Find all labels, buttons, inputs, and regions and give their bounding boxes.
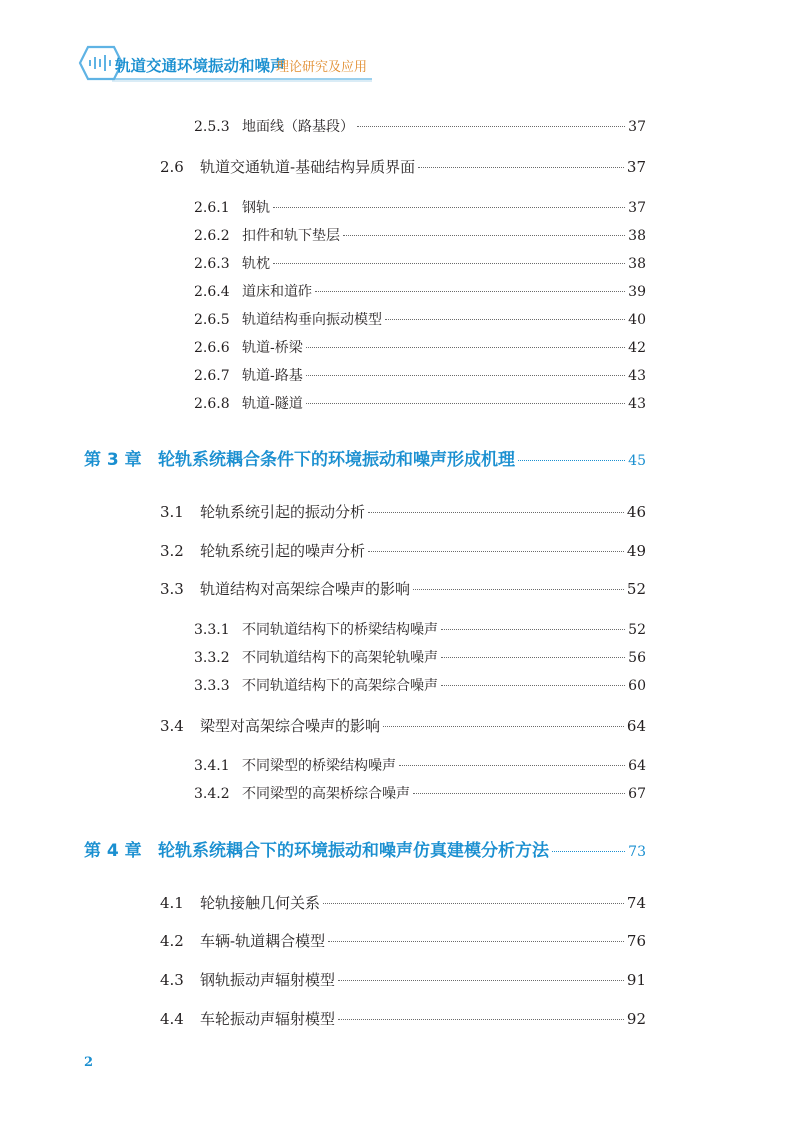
toc-entry[interactable] [194,337,646,361]
toc-entry-number: 3.3.1 [194,622,230,638]
toc-entry-page: 52 [626,580,646,598]
toc-entry[interactable] [160,578,646,602]
toc-dot-leader [328,941,624,942]
toc-entry-number: 3.2 [160,542,184,560]
toc-dot-leader [441,657,625,658]
toc-entry-title: 轨道-路基 [242,368,303,384]
toc-entry[interactable] [194,755,646,779]
toc-entry-number: 4.2 [160,932,184,950]
toc-dot-leader [338,980,624,981]
toc-entry-number: 2.6.6 [194,340,230,356]
toc-entry-number: 第 4 章 [84,841,142,861]
toc-dot-leader [418,167,624,168]
toc-entry-title: 钢轨 [242,200,270,216]
toc-entry-title: 梁型对高架综合噪声的影响 [200,717,381,735]
toc-entry[interactable] [194,783,646,807]
toc-entry-number: 3.3.2 [194,650,230,666]
toc-dot-leader [399,765,625,766]
toc-entry-title: 轨道结构对高架综合噪声的影响 [200,580,411,598]
toc-entry-title: 不同轨道结构下的桥梁结构噪声 [242,622,438,638]
toc-dot-leader [343,235,625,236]
toc-dot-leader [273,207,625,208]
toc-entry[interactable] [160,715,646,739]
toc-entry-title: 轨枕 [242,256,270,272]
toc-entry[interactable] [194,253,646,277]
toc-entry-number: 3.4 [160,717,184,735]
toc-dot-leader [385,319,625,320]
toc-entry-page: 64 [626,717,646,735]
toc-entry[interactable] [194,365,646,389]
toc-entry[interactable] [194,619,646,643]
toc-entry-title: 轮轨系统耦合下的环境振动和噪声仿真建模分析方法 [158,841,549,861]
toc-dot-leader [306,375,625,376]
toc-dot-leader [323,903,624,904]
toc-entry-title: 车辆-轨道耦合模型 [200,932,326,950]
page-number: 2 [84,1055,94,1070]
toc-entry-number: 2.5.3 [194,119,230,135]
toc-dot-leader [306,403,625,404]
toc-entry-number: 2.6.3 [194,256,230,272]
toc-chapter-entry[interactable] [84,836,646,860]
toc-entry-page: 40 [628,312,646,328]
toc-entry-page: 37 [628,200,646,216]
toc-entry-page: 67 [628,786,646,802]
toc-entry[interactable] [194,309,646,333]
toc-entry-number: 2.6 [160,158,184,176]
toc-entry-number: 3.3.3 [194,678,230,694]
toc-dot-leader [413,589,624,590]
toc-dot-leader [338,1019,624,1020]
toc-entry-page: 74 [626,894,646,912]
toc-entry[interactable] [160,501,646,525]
toc-entry[interactable] [194,393,646,417]
toc-dot-leader [368,551,624,552]
toc-entry-page: 60 [628,678,646,694]
toc-entry-page: 64 [628,758,646,774]
toc-dot-leader [413,793,625,794]
toc-entry-title: 不同轨道结构下的高架轮轨噪声 [242,650,438,666]
toc-entry-number: 4.1 [160,894,184,912]
toc-entry-page: 38 [628,256,646,272]
toc-entry-title: 轨道结构垂向振动模型 [242,312,382,328]
toc-entry-page: 39 [628,284,646,300]
toc-entry-title: 轨道-隧道 [242,396,303,412]
toc-dot-leader [306,347,625,348]
toc-entry-page: 38 [628,228,646,244]
toc-entry-title: 轮轨系统引起的噪声分析 [200,542,366,560]
toc-entry[interactable] [194,197,646,221]
toc-dot-leader [383,726,624,727]
toc-dot-leader [357,126,625,127]
toc-entry-number: 3.3 [160,580,184,598]
toc-dot-leader [368,512,624,513]
toc-entry-number: 4.4 [160,1010,184,1028]
toc-entry-number: 2.6.4 [194,284,230,300]
toc-entry[interactable] [194,675,646,699]
toc-entry-title: 不同梁型的桥梁结构噪声 [242,758,396,774]
toc-entry[interactable] [160,1008,646,1032]
toc-entry-number: 2.6.8 [194,396,230,412]
toc-entry-page: 91 [626,971,646,989]
toc-dot-leader [518,460,625,461]
toc-entry-page: 52 [628,622,646,638]
toc-entry-title: 轮轨接触几何关系 [200,894,321,912]
toc-entry-title: 轮轨系统引起的振动分析 [200,503,366,521]
toc-entry[interactable] [194,647,646,671]
toc-entry-title: 地面线（路基段） [242,119,354,135]
toc-entry-title: 扣件和轨下垫层 [242,228,340,244]
running-header [0,0,790,100]
toc-entry-title: 钢轨振动声辐射模型 [200,971,336,989]
toc-entry-title: 轨道交通轨道-基础结构异质界面 [200,158,416,176]
toc-entry-number: 3.1 [160,503,184,521]
toc-entry-title: 道床和道砟 [242,284,312,300]
toc-entry[interactable] [160,156,646,180]
toc-dot-leader [315,291,625,292]
toc-entry-title: 轮轨系统耦合条件下的环境振动和噪声形成机理 [158,450,515,470]
toc-entry-page: 92 [626,1010,646,1028]
toc-entry-page: 49 [626,542,646,560]
toc-entry-page: 42 [628,340,646,356]
toc-entry[interactable] [194,225,646,249]
toc-dot-leader [273,263,625,264]
toc-entry-number: 3.4.1 [194,758,230,774]
toc-entry-number: 3.4.2 [194,786,230,802]
toc-entry-number: 2.6.5 [194,312,230,328]
toc-entry-page: 73 [628,844,646,860]
toc-entry-title: 车轮振动声辐射模型 [200,1010,336,1028]
toc-entry-number: 2.6.7 [194,368,230,384]
toc-entry-page: 37 [628,119,646,135]
header-divider [112,78,372,82]
toc-dot-leader [441,685,625,686]
toc-entry[interactable] [160,969,646,993]
book-title: 轨道交通环境振动和噪声 [115,57,286,75]
toc-entry-page: 43 [628,368,646,384]
toc-chapter-entry[interactable] [84,445,646,469]
toc-entry-title: 轨道-桥梁 [242,340,303,356]
toc-dot-leader [441,629,625,630]
toc-entry-number: 2.6.1 [194,200,230,216]
toc-entry[interactable] [194,116,646,140]
toc-entry-page: 46 [626,503,646,521]
toc-entry[interactable] [160,540,646,564]
toc-dot-leader [552,851,625,852]
toc-entry-number: 2.6.2 [194,228,230,244]
toc-entry-page: 76 [626,932,646,950]
toc-entry[interactable] [194,281,646,305]
toc-entry-number: 4.3 [160,971,184,989]
toc-entry-page: 43 [628,396,646,412]
toc-entry[interactable] [160,892,646,916]
toc-entry-title: 不同梁型的高架桥综合噪声 [242,786,410,802]
toc-entry-page: 37 [626,158,646,176]
book-subtitle: 理论研究及应用 [276,60,368,75]
toc-entry[interactable] [160,930,646,954]
toc-entry-title: 不同轨道结构下的高架综合噪声 [242,678,438,694]
toc-entry-page: 45 [628,453,646,469]
toc-entry-number: 第 3 章 [84,450,142,470]
toc-entry-page: 56 [628,650,646,666]
